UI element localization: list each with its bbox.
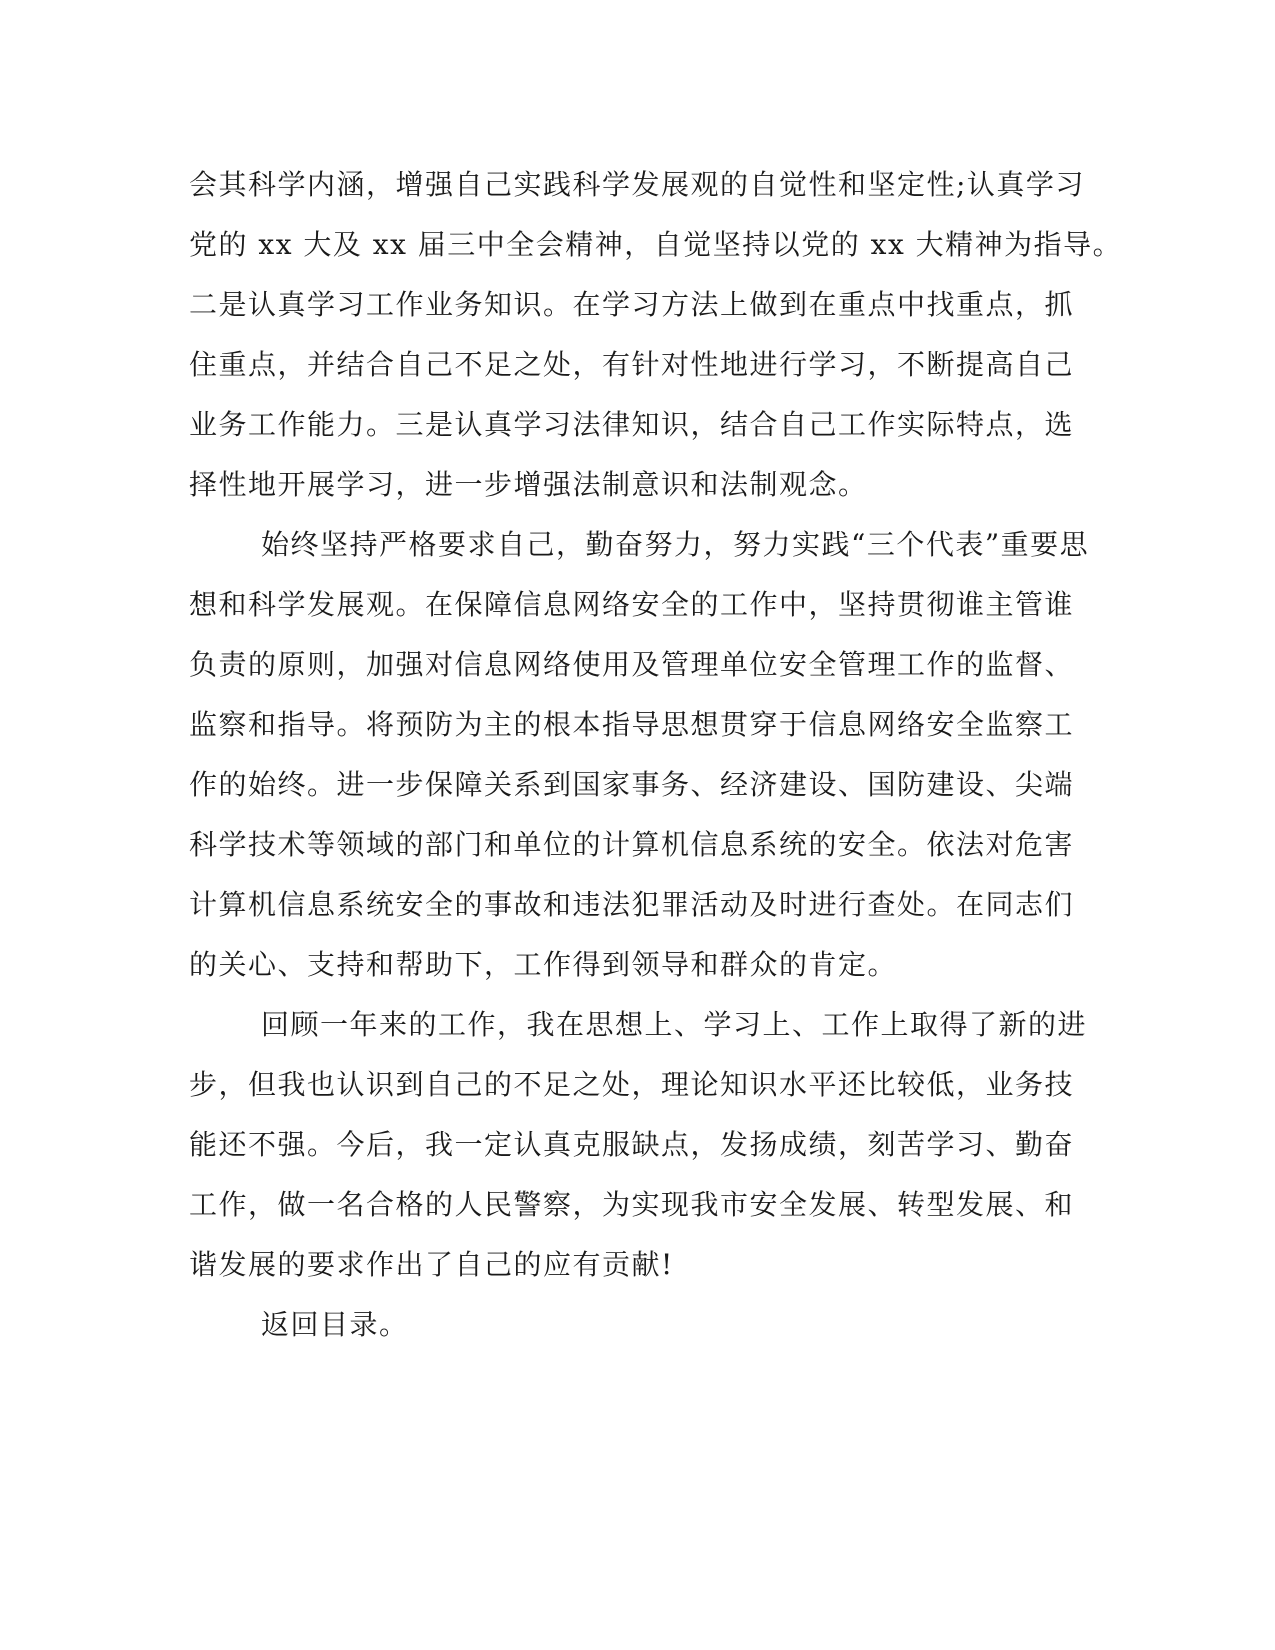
text-line: 负责的原则，加强对信息网络使用及管理单位安全管理工作的监督、 [189, 648, 1075, 681]
text-line: 二是认真学习工作业务知识。在学习方法上做到在重点中找重点，抓 [189, 288, 1075, 321]
text-line: 能还不强。今后，我一定认真克服缺点，发扬成绩，刻苦学习、勤奋 [189, 1128, 1075, 1161]
text-line: 步，但我也认识到自己的不足之处，理论知识水平还比较低，业务技 [189, 1068, 1075, 1101]
text-line: 工作，做一名合格的人民警察，为实现我市安全发展、转型发展、和 [189, 1188, 1075, 1221]
text-line: 的关心、支持和帮助下，工作得到领导和群众的肯定。 [189, 948, 898, 981]
text-line: 回顾一年来的工作，我在思想上、学习上、工作上取得了新的进 [261, 1008, 1088, 1041]
text-line: 业务工作能力。三是认真学习法律知识，结合自己工作实际特点，选 [189, 408, 1075, 441]
text-line: 择性地开展学习，进一步增强法制意识和法制观念。 [189, 468, 868, 501]
document-body [189, 155, 1123, 1355]
return-to-contents-text: 返回目录。 [261, 1308, 409, 1341]
text-line: 监察和指导。将预防为主的根本指导思想贯穿于信息网络安全监察工 [189, 708, 1075, 741]
text-line: 作的始终。进一步保障关系到国家事务、经济建设、国防建设、尖端 [189, 768, 1075, 801]
paragraph-study [189, 155, 1123, 515]
text-line: 会其科学内涵，增强自己实践科学发展观的自觉性和坚定性;认真学习 [189, 168, 1085, 201]
text-line: 住重点，并结合自己不足之处，有针对性地进行学习，不断提高自己 [189, 348, 1075, 381]
paragraph-return-to-contents [189, 1295, 1069, 1355]
text-line: 想和科学发展观。在保障信息网络安全的工作中，坚持贯彻谁主管谁 [189, 588, 1075, 621]
paragraph-review [189, 995, 1088, 1295]
text-line: 计算机信息系统安全的事故和违法犯罪活动及时进行查处。在同志们 [189, 888, 1075, 921]
text-line: 科学技术等领域的部门和单位的计算机信息系统的安全。依法对危害 [189, 828, 1075, 861]
paragraph-network-security [189, 515, 1090, 995]
text-line: 党的 xx 大及 xx 届三中全会精神，自觉坚持以党的 xx 大精神为指导。 [189, 228, 1123, 261]
text-line: 谐发展的要求作出了自己的应有贡献! [189, 1248, 674, 1281]
text-line: 始终坚持严格要求自己，勤奋努力，努力实践“三个代表”重要思 [261, 528, 1090, 561]
